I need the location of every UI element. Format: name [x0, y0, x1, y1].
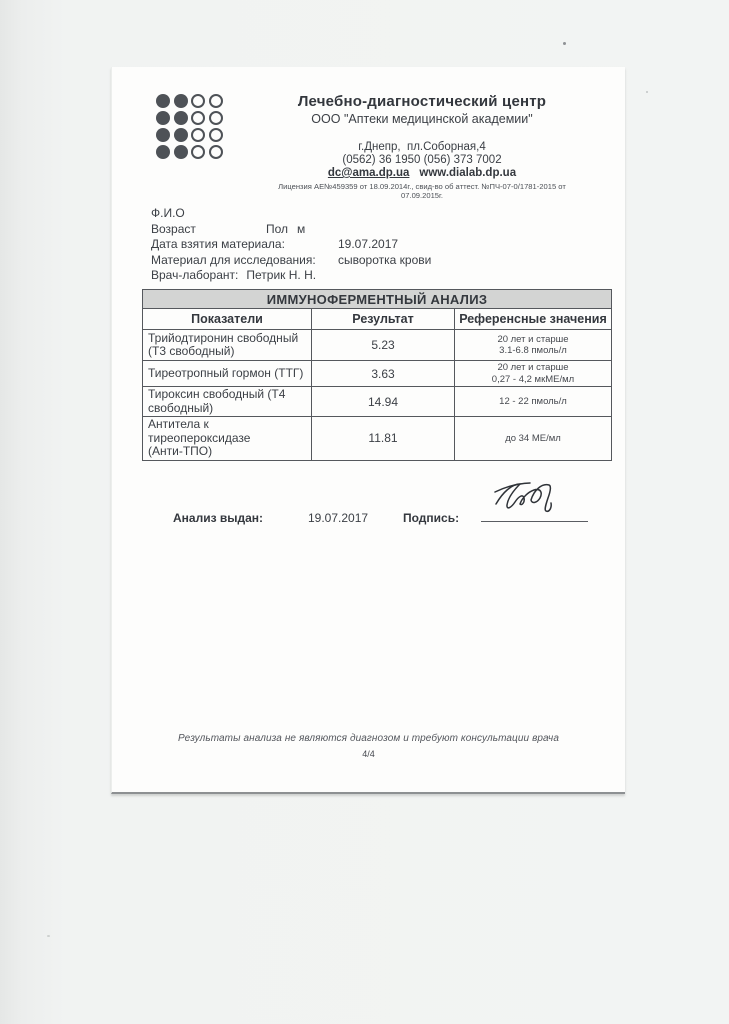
- table-row: [143, 417, 612, 461]
- clinic-website: www.dialab.dp.ua: [419, 167, 517, 179]
- logo-dot: [174, 128, 188, 142]
- column-header-indicator: Показатели: [143, 309, 312, 330]
- disclaimer-text: Результаты анализа не являются диагнозом и требуют консультации врача: [177, 733, 559, 744]
- issue-date-label: Анализ выдан:: [173, 511, 264, 525]
- sample-date-value: 19.07.2017: [338, 237, 399, 251]
- indicator-cell: Антитела к тиреопероксидазе (Анти-ТПО): [143, 417, 312, 461]
- material-label: Материал для исследования:: [151, 252, 316, 267]
- signature-scribble-icon: [493, 477, 563, 519]
- patient-age-label: Возраст: [151, 221, 196, 236]
- indicator-cell: Тироксин свободный (Т4 свободный): [143, 387, 312, 417]
- scan-speck: [47, 935, 50, 937]
- material-row: [151, 253, 431, 269]
- logo-dot: [191, 94, 205, 108]
- sample-date-row: [151, 237, 431, 253]
- logo-dot: [174, 111, 188, 125]
- clinic-email: dc@ama.dp.ua: [327, 167, 410, 179]
- results-table-title-row: [143, 290, 612, 309]
- reference-cell: 12 - 22 пмоль/л: [455, 387, 612, 417]
- material-value: сыворотка крови: [338, 252, 432, 267]
- result-cell: 14.94: [312, 387, 455, 417]
- logo-dot: [174, 145, 188, 159]
- reference-cell: 20 лет и старше 0,27 - 4,2 мкМЕ/мл: [455, 361, 612, 387]
- lab-doctor-row: [151, 268, 431, 284]
- results-table-title: ИММУНОФЕРМЕНТНЫЙ АНАЛИЗ: [143, 290, 612, 309]
- result-cell: 5.23: [312, 330, 455, 361]
- table-row: [143, 330, 612, 361]
- logo-dot: [191, 111, 205, 125]
- clinic-name: Лечебно-диагностический центр: [297, 93, 547, 110]
- logo-dot: [156, 94, 170, 108]
- patient-info: [151, 206, 431, 284]
- column-header-reference: Референсные значения: [455, 309, 612, 330]
- letterhead: [212, 93, 632, 200]
- document-page: [111, 67, 625, 794]
- scan-speck: [563, 42, 566, 45]
- results-table-header-row: [143, 309, 612, 330]
- signature-label: Подпись:: [403, 511, 460, 525]
- table-row: [143, 387, 612, 417]
- result-cell: 3.63: [312, 361, 455, 387]
- indicator-cell: Тиреотропный гормон (ТТГ): [143, 361, 312, 387]
- indicator-cell: Трийодтиронин свободный (Т3 свободный): [143, 330, 312, 361]
- scan-speck: [646, 91, 648, 93]
- lab-doctor-value: Петрик Н. Н.: [246, 268, 317, 282]
- clinic-web-line: [212, 167, 632, 179]
- patient-sex-value: м: [297, 221, 306, 236]
- clinic-phones: (0562) 36 1950 (056) 373 7002: [342, 154, 502, 166]
- company-name: ООО "Аптеки медицинской академии": [311, 112, 533, 126]
- issue-date-value: 19.07.2017: [308, 511, 369, 525]
- reference-cell: 20 лет и старше 3.1-6.8 пмоль/л: [455, 330, 612, 361]
- license-info: [212, 182, 632, 200]
- lab-doctor-label: Врач-лаборант:: [151, 268, 239, 282]
- license-line-2: 07.09.2015г.: [401, 191, 443, 200]
- logo-dot: [191, 128, 205, 142]
- page-number: 4/4: [362, 749, 375, 759]
- result-cell: 11.81: [312, 417, 455, 461]
- sample-date-label: Дата взятия материала:: [151, 237, 285, 251]
- patient-sex-label: Пол: [266, 221, 289, 236]
- patient-name-label: Ф.И.О: [151, 206, 185, 220]
- table-row: [143, 361, 612, 387]
- reference-cell: до 34 МЕ/мл: [455, 417, 612, 461]
- logo-dot: [156, 111, 170, 125]
- clinic-address: г.Днепр, пл.Соборная,4: [358, 141, 486, 153]
- logo-dot: [191, 145, 205, 159]
- patient-name-row: [151, 206, 431, 222]
- logo-dot: [156, 128, 170, 142]
- column-header-result: Результат: [312, 309, 455, 330]
- logo-dot: [156, 145, 170, 159]
- license-line-1: Лицензия АЕ№459359 от 18.09.2014г., свид-во об аттест. №ПЧ-07-0/1781-2015 от: [278, 182, 566, 191]
- logo-dot: [174, 94, 188, 108]
- results-table: [142, 289, 612, 461]
- patient-age-sex-row: [151, 222, 431, 238]
